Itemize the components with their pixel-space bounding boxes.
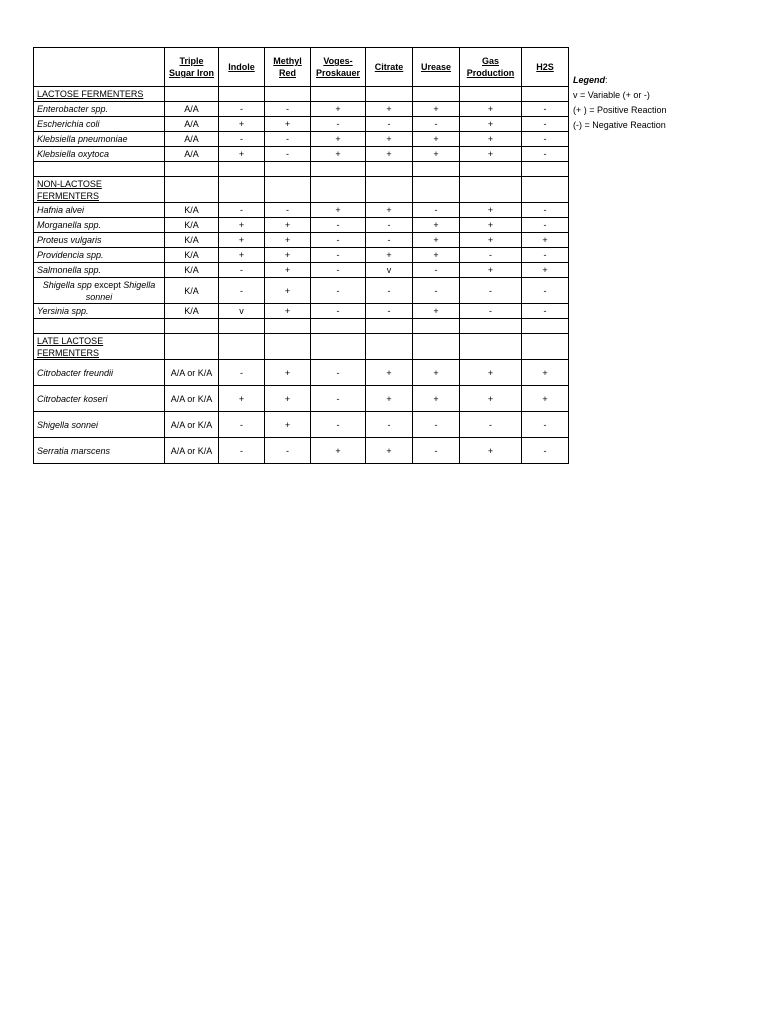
result-cell: K/A xyxy=(165,203,219,218)
result-cell: - xyxy=(413,263,460,278)
result-cell: - xyxy=(366,233,413,248)
organism-name: Citrobacter koseri xyxy=(34,386,165,412)
result-cell: + xyxy=(311,203,366,218)
result-cell: - xyxy=(366,117,413,132)
result-cell: + xyxy=(460,117,522,132)
result-cell: v xyxy=(366,263,413,278)
result-cell: - xyxy=(522,248,569,263)
result-cell: - xyxy=(460,412,522,438)
result-cell: + xyxy=(265,248,311,263)
result-cell: A/A xyxy=(165,132,219,147)
result-cell: - xyxy=(219,203,265,218)
result-cell: - xyxy=(460,248,522,263)
result-cell: + xyxy=(219,386,265,412)
result-cell: + xyxy=(265,117,311,132)
result-cell: + xyxy=(265,278,311,304)
table-row xyxy=(34,386,569,412)
result-cell: + xyxy=(311,132,366,147)
result-cell: + xyxy=(522,263,569,278)
result-cell: + xyxy=(460,132,522,147)
result-cell: - xyxy=(311,263,366,278)
result-cell: + xyxy=(265,263,311,278)
empty-cell xyxy=(34,162,165,177)
result-cell: + xyxy=(265,412,311,438)
result-cell: + xyxy=(460,263,522,278)
result-cell: A/A or K/A xyxy=(165,438,219,464)
table-row xyxy=(34,233,569,248)
result-cell: + xyxy=(311,438,366,464)
header-citrate: Citrate xyxy=(366,48,413,87)
result-cell: - xyxy=(311,412,366,438)
result-cell: A/A xyxy=(165,147,219,162)
result-cell: - xyxy=(311,386,366,412)
table-row xyxy=(34,438,569,464)
section-title: NON-LACTOSE FERMENTERS xyxy=(34,177,165,203)
empty-cell xyxy=(165,319,219,334)
result-cell: + xyxy=(366,132,413,147)
legend-line: (+ ) = Positive Reaction xyxy=(573,105,667,115)
empty-cell xyxy=(522,87,569,102)
legend-title: Legend: xyxy=(573,75,608,85)
table-row xyxy=(34,263,569,278)
result-cell: K/A xyxy=(165,248,219,263)
header-row xyxy=(34,48,569,87)
result-cell: + xyxy=(219,147,265,162)
empty-cell xyxy=(34,319,165,334)
empty-cell xyxy=(219,334,265,360)
result-cell: A/A xyxy=(165,117,219,132)
result-cell: - xyxy=(413,203,460,218)
result-cell: + xyxy=(366,248,413,263)
organism-name: Klebsiella oxytoca xyxy=(34,147,165,162)
section-header-row xyxy=(34,177,569,203)
empty-cell xyxy=(460,334,522,360)
result-cell: - xyxy=(219,263,265,278)
organism-name: Shigella sonnei xyxy=(34,412,165,438)
result-cell: - xyxy=(522,438,569,464)
result-cell: - xyxy=(265,438,311,464)
empty-cell xyxy=(311,162,366,177)
result-cell: - xyxy=(522,304,569,319)
result-cell: A/A or K/A xyxy=(165,412,219,438)
empty-cell xyxy=(460,177,522,203)
result-cell: + xyxy=(413,218,460,233)
legend-line: (-) = Negative Reaction xyxy=(573,120,666,130)
result-cell: K/A xyxy=(165,263,219,278)
result-cell: + xyxy=(460,203,522,218)
result-cell: - xyxy=(413,438,460,464)
empty-cell xyxy=(219,87,265,102)
result-cell: + xyxy=(366,203,413,218)
empty-cell xyxy=(413,162,460,177)
empty-cell xyxy=(522,177,569,203)
organism-name: Enterobacter spp. xyxy=(34,102,165,117)
result-cell: v xyxy=(219,304,265,319)
empty-cell xyxy=(265,87,311,102)
organism-name: Klebsiella pneumoniae xyxy=(34,132,165,147)
result-cell: + xyxy=(460,218,522,233)
table-row xyxy=(34,304,569,319)
organism-name: Shigella spp except Shigella sonnei xyxy=(34,278,165,304)
result-cell: + xyxy=(311,102,366,117)
biochemical-test-table xyxy=(33,47,569,464)
result-cell: - xyxy=(366,218,413,233)
empty-cell xyxy=(311,334,366,360)
empty-cell xyxy=(265,162,311,177)
empty-cell xyxy=(366,334,413,360)
result-cell: - xyxy=(219,438,265,464)
result-cell: + xyxy=(366,147,413,162)
organism-name: Proteus vulgaris xyxy=(34,233,165,248)
result-cell: - xyxy=(522,117,569,132)
empty-cell xyxy=(311,177,366,203)
result-cell: - xyxy=(265,102,311,117)
result-cell: + xyxy=(413,233,460,248)
empty-cell xyxy=(165,87,219,102)
result-cell: - xyxy=(219,132,265,147)
spacer-row xyxy=(34,319,569,334)
empty-cell xyxy=(460,87,522,102)
empty-cell xyxy=(265,177,311,203)
result-cell: + xyxy=(413,360,460,386)
empty-cell xyxy=(165,334,219,360)
header-methyl-red: Methyl Red xyxy=(265,48,311,87)
result-cell: - xyxy=(413,278,460,304)
result-cell: - xyxy=(460,304,522,319)
table-row xyxy=(34,102,569,117)
table-row xyxy=(34,412,569,438)
section-title: LACTOSE FERMENTERS xyxy=(34,87,165,102)
legend-line: v = Variable (+ or -) xyxy=(573,90,650,100)
result-cell: - xyxy=(366,304,413,319)
result-cell: + xyxy=(366,386,413,412)
result-cell: A/A or K/A xyxy=(165,360,219,386)
result-cell: - xyxy=(413,117,460,132)
header-gas-production: Gas Production xyxy=(460,48,522,87)
organism-name: Salmonella spp. xyxy=(34,263,165,278)
table-row xyxy=(34,218,569,233)
result-cell: - xyxy=(311,117,366,132)
table-row xyxy=(34,147,569,162)
empty-cell xyxy=(366,162,413,177)
result-cell: + xyxy=(413,102,460,117)
result-cell: + xyxy=(265,218,311,233)
table-row xyxy=(34,360,569,386)
result-cell: + xyxy=(219,117,265,132)
result-cell: - xyxy=(522,132,569,147)
table-row xyxy=(34,117,569,132)
result-cell: - xyxy=(311,304,366,319)
header-voges-proskauer: Voges-Proskauer xyxy=(311,48,366,87)
empty-cell xyxy=(366,177,413,203)
result-cell: + xyxy=(265,304,311,319)
empty-cell xyxy=(413,87,460,102)
result-cell: - xyxy=(522,203,569,218)
result-cell: - xyxy=(413,412,460,438)
header-indole: Indole xyxy=(219,48,265,87)
organism-name: Serratia marscens xyxy=(34,438,165,464)
result-cell: + xyxy=(413,147,460,162)
organism-name: Providencia spp. xyxy=(34,248,165,263)
result-cell: A/A or K/A xyxy=(165,386,219,412)
section-title: LATE LACTOSE FERMENTERS xyxy=(34,334,165,360)
result-cell: - xyxy=(311,233,366,248)
result-cell: + xyxy=(460,147,522,162)
organism-name: Citrobacter freundii xyxy=(34,360,165,386)
result-cell: + xyxy=(311,147,366,162)
table-row xyxy=(34,203,569,218)
empty-cell xyxy=(311,87,366,102)
result-cell: + xyxy=(522,233,569,248)
empty-cell xyxy=(165,162,219,177)
empty-cell xyxy=(522,334,569,360)
result-cell: + xyxy=(522,386,569,412)
result-cell: - xyxy=(311,218,366,233)
empty-cell xyxy=(219,162,265,177)
result-cell: + xyxy=(366,102,413,117)
result-cell: + xyxy=(460,438,522,464)
result-cell: K/A xyxy=(165,304,219,319)
result-cell: - xyxy=(265,203,311,218)
result-cell: - xyxy=(522,218,569,233)
result-cell: - xyxy=(311,360,366,386)
result-cell: K/A xyxy=(165,218,219,233)
empty-cell xyxy=(219,319,265,334)
header-urease: Urease xyxy=(413,48,460,87)
organism-name: Escherichia coli xyxy=(34,117,165,132)
empty-cell xyxy=(522,162,569,177)
organism-name: Hafnia alvei xyxy=(34,203,165,218)
section-header-row xyxy=(34,87,569,102)
empty-cell xyxy=(413,334,460,360)
empty-cell xyxy=(413,177,460,203)
empty-cell xyxy=(413,319,460,334)
result-cell: - xyxy=(311,278,366,304)
header-h2s: H2S xyxy=(522,48,569,87)
result-cell: - xyxy=(366,278,413,304)
result-cell: + xyxy=(219,218,265,233)
result-cell: K/A xyxy=(165,233,219,248)
result-cell: - xyxy=(311,248,366,263)
spacer-row xyxy=(34,162,569,177)
empty-cell xyxy=(366,87,413,102)
table-row xyxy=(34,132,569,147)
empty-cell xyxy=(460,319,522,334)
section-header-row xyxy=(34,334,569,360)
result-cell: - xyxy=(460,278,522,304)
organism-name: Morganella spp. xyxy=(34,218,165,233)
result-cell: - xyxy=(219,278,265,304)
empty-cell xyxy=(165,177,219,203)
result-cell: - xyxy=(366,412,413,438)
result-cell: - xyxy=(522,278,569,304)
header-tsi: Triple Sugar Iron xyxy=(165,48,219,87)
empty-cell xyxy=(219,177,265,203)
organism-name: Yersinia spp. xyxy=(34,304,165,319)
empty-cell xyxy=(311,319,366,334)
result-cell: + xyxy=(265,386,311,412)
empty-cell xyxy=(522,319,569,334)
result-cell: + xyxy=(413,386,460,412)
result-cell: - xyxy=(219,102,265,117)
result-cell: A/A xyxy=(165,102,219,117)
result-cell: + xyxy=(265,360,311,386)
result-cell: + xyxy=(460,386,522,412)
result-cell: + xyxy=(366,438,413,464)
table-row xyxy=(34,248,569,263)
result-cell: + xyxy=(413,248,460,263)
empty-cell xyxy=(460,162,522,177)
result-cell: - xyxy=(265,147,311,162)
result-cell: - xyxy=(522,412,569,438)
result-cell: + xyxy=(460,360,522,386)
result-cell: - xyxy=(219,360,265,386)
empty-cell xyxy=(265,319,311,334)
result-cell: + xyxy=(413,132,460,147)
result-cell: - xyxy=(522,147,569,162)
table-row xyxy=(34,278,569,304)
result-cell: + xyxy=(219,233,265,248)
legend xyxy=(573,73,667,133)
result-cell: + xyxy=(460,102,522,117)
result-cell: + xyxy=(219,248,265,263)
result-cell: - xyxy=(219,412,265,438)
result-cell: + xyxy=(460,233,522,248)
result-cell: - xyxy=(265,132,311,147)
result-cell: K/A xyxy=(165,278,219,304)
result-cell: - xyxy=(522,102,569,117)
empty-cell xyxy=(366,319,413,334)
header-organism xyxy=(34,48,165,87)
result-cell: + xyxy=(265,233,311,248)
result-cell: + xyxy=(413,304,460,319)
result-cell: + xyxy=(522,360,569,386)
result-cell: + xyxy=(366,360,413,386)
empty-cell xyxy=(265,334,311,360)
